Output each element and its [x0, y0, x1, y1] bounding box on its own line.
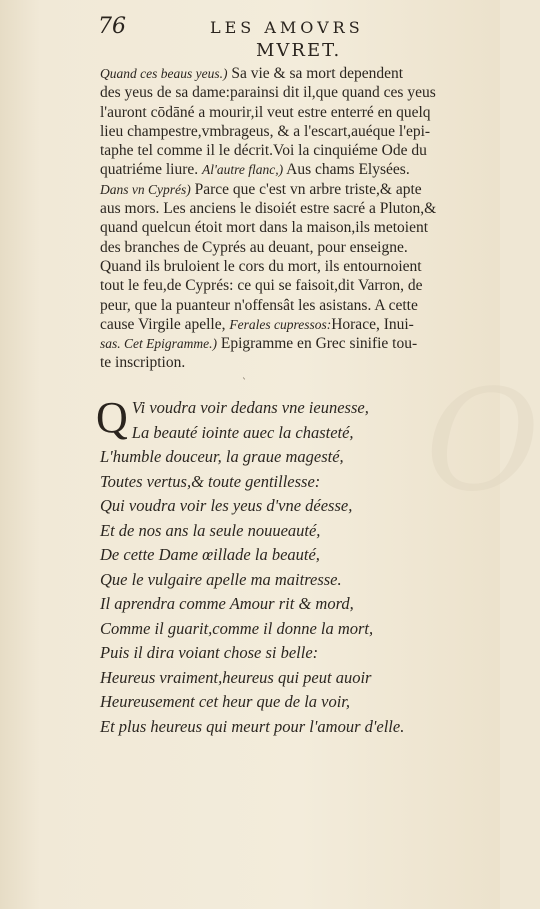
commentary-line: cause Virgile apelle, Ferales cupressos:Horace, Inui-	[100, 315, 414, 333]
verse-line: Heureusement cet heur que de la voir,	[100, 692, 351, 711]
verse-line: La beauté iointe auec la chasteté,	[131, 422, 354, 442]
commentary-line: te inscription.	[100, 354, 186, 372]
drop-cap: Q	[96, 393, 128, 442]
commentary-line: Quand ces beaus yeus.) Sa vie & sa mort dependent	[100, 65, 404, 82]
commentary-line: tout le feu,de Cyprés: ce qui se faisoit,dit Varron, de	[100, 277, 423, 295]
commentary-line: taphe tel comme il le décrit.Voi la cinquiéme Ode du	[100, 142, 427, 160]
verse-line: Heureus vraiment,heureus qui peut auoir	[100, 667, 372, 687]
commentary-line: peur, que la puanteur n'offensât les asistans. A cette	[100, 296, 418, 314]
verse-line: Il aprendra comme Amour rit & mord,	[100, 594, 354, 613]
separator-mark: `	[242, 378, 247, 389]
commentary-line: Quand ils bruloient le cors du mort, ils entournoient	[100, 257, 422, 275]
verse-line: Et plus heureus qui meurt pour l'amour d'elle.	[100, 716, 405, 736]
verse-line: Puis il dira voiant chose si belle:	[100, 643, 319, 662]
bleed-through-shadow: O	[425, 360, 540, 523]
commentary-line: sas. Cet Epigramme.) Epigramme en Grec sinifie tou-	[100, 335, 418, 353]
commentary-line: l'auront cōdāné a mourir,il veut estre enterré en quelq	[100, 103, 431, 121]
page-number: 76	[98, 14, 126, 39]
sonnet-block	[96, 393, 480, 739]
commentary-line: quatriéme liure. Al'autre flanc,) Aus chams Elysées.	[100, 161, 410, 179]
running-head: LES AMOVRS	[210, 18, 364, 37]
commentary-line: des branches de Cyprés au deuant, pour enseigne.	[100, 238, 408, 256]
verse-line: L'humble douceur, la graue magesté,	[100, 447, 344, 466]
commentary-block	[100, 64, 480, 373]
verse-line: Vi voudra voir dedans vne ieunesse,	[131, 398, 369, 417]
author-heading: MVRET.	[256, 40, 342, 61]
commentary-line: lieu champestre,vmbrageus, & a l'escart,auéque l'epi-	[100, 122, 431, 140]
commentary-line: Dans vn Cyprés) Parce que c'est vn arbre triste,& apte	[100, 180, 422, 198]
verse-line: Qui voudra voir les yeus d'vne déesse,	[100, 496, 353, 515]
verse-line: Et de nos ans la seule nouueauté,	[100, 520, 321, 540]
commentary-line: aus mors. Les anciens le disoiét estre sacré a Pluton,&	[100, 200, 437, 218]
verse-line: Comme il guarit,comme il donne la mort,	[100, 618, 374, 638]
commentary-line: quand quelcun étoit mort dans la maison,ils metoient	[100, 219, 429, 237]
verse-line: Que le vulgaire apelle ma maitresse.	[100, 569, 342, 589]
verse-line: Toutes vertus,& toute gentillesse:	[100, 471, 321, 491]
verse-line: De cette Dame œillade la beauté,	[100, 545, 320, 564]
commentary-line: des yeus de sa dame:parainsi dit il,que quand ces yeus	[100, 84, 436, 102]
